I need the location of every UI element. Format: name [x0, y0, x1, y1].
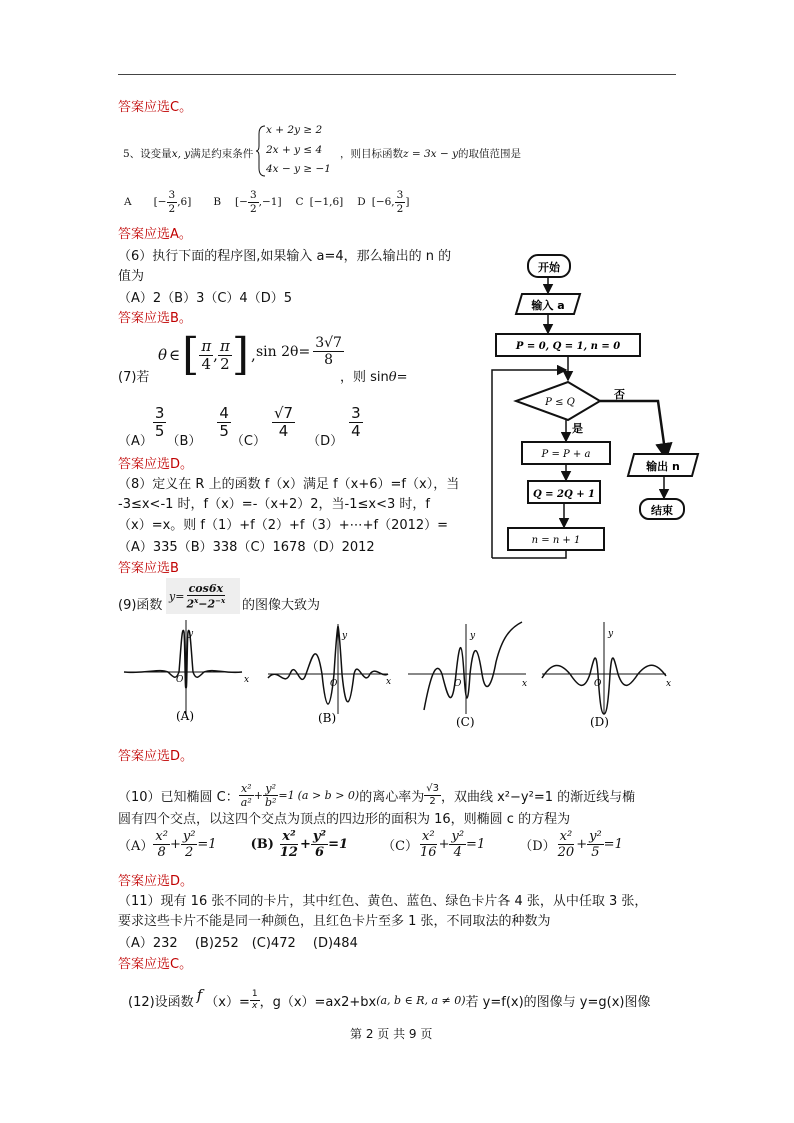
q5-constraint-1: x + 2y ≥ 2 — [266, 124, 323, 136]
q7-condition: θ ∈ [ $\frac{\pi}{4}$ , $\frac{\pi}{2}$ ] , — [158, 329, 256, 380]
q5-option-d-label: D — [357, 196, 366, 208]
q8-line-3: （x）=x。则 f（1）+f（2）+f（3）+⋯+f（2012）= — [118, 518, 449, 533]
q12-f-symbol: f — [196, 985, 203, 1004]
q9-suffix: 的图像大致为 — [242, 598, 321, 613]
q10-options: （A） $\frac{\text{x²}}{8}$ + $\frac{\text{y²}}{2}$ =1 (B) $\frac{\text{x²}}{12}$ + $\frac{\text{y²}}{6}$ =1 （C） $\frac{\text{x²}}{16}$ + $\frac{\text{y²}}{4}$ =1 （D） $\frac{\text{x²}}{20}$ + $\frac{\text{y²}}{5}$ =1 — [118, 829, 623, 860]
q11-options: （A）232 (B)252 (C)472 (D)484 — [118, 936, 358, 951]
q12-prefix: (12)设函数 — [128, 995, 194, 1010]
graph-d-label: (D) — [590, 715, 609, 729]
q12-condition: (a, b ∈ R, a ≠ 0) — [376, 994, 466, 1007]
answer-8: 答案应选B — [118, 561, 179, 576]
flow-step1-text: P = P + a — [541, 449, 591, 460]
graph-b-y-label: y — [342, 631, 348, 641]
q7-option-b-label: （B） — [166, 434, 202, 449]
q10-condition: (a > b > 0) — [297, 789, 360, 802]
q8-line-1: （8）定义在 R 上的函数 f（x）满足 f（x+6）=f（x），当 — [118, 477, 460, 492]
q5-constraint-2: 2x + y ≤ 4 — [266, 144, 323, 156]
q9-graphs — [118, 618, 678, 734]
q5-option-a-label: A — [124, 196, 132, 208]
answer-6: 答案应选B。 — [118, 311, 192, 326]
q5-constraint-3: 4x − y ≥ −1 — [266, 163, 331, 175]
answer-10: 答案应选D。 — [118, 874, 194, 889]
q7-option-a-label: （A） — [118, 434, 153, 449]
flow-step3-text: n = n + 1 — [531, 535, 581, 546]
q5-option-c-value: [−1,6] — [309, 196, 344, 208]
flow-yes-label: 是 — [572, 422, 583, 435]
header-rule — [118, 74, 676, 75]
graph-a-y-label: y — [188, 629, 194, 639]
q5-prefix: 5、设变量x, y满足约束条件 — [123, 148, 254, 160]
graph-a-label: (A) — [176, 709, 195, 723]
graph-c-x-label: x — [522, 679, 528, 689]
q7-tail: ，则 sinθ= — [340, 370, 408, 385]
page-footer: 第 2 页 共 9 页 — [350, 1027, 433, 1041]
graph-d-y-label: y — [608, 629, 614, 639]
q6-options: （A）2（B）3（C）4（D）5 — [118, 291, 292, 306]
q10-mid: 的离心率为 — [359, 790, 425, 805]
q10-line-1: （10）已知椭圆 C： $\frac{\text{x²}}{\text{a²}}$ + $\frac{\text{y²}}{\text{b²}}$ =1 (a > b > 0) 的离心率为 $\frac{√3}{2}$ ，双曲线 x²−y²=1 的渐近线与椭 — [118, 782, 636, 809]
q5-option-b-label: B — [213, 196, 222, 208]
q5-option-c-label: C — [295, 196, 304, 208]
graph-b-x-label: x — [386, 677, 392, 687]
q7-options: （A） $\frac{3}{5}$ （B） $\frac{4}{5}$ （C） $\frac{√7}{4}$ （D） $\frac{3}{4}$ — [118, 404, 361, 449]
q12-mid: （x）= — [205, 995, 250, 1010]
q6-line-1: （6）执行下面的程序图,如果输入 a=4，那么输出的 n 的 — [118, 249, 452, 264]
q9-prefix: (9)函数 — [118, 598, 163, 613]
q11-line-1: （11）现有 16 张不同的卡片，其中红色、黄色、蓝色、绿色卡片各 4 张，从中任取 3 张， — [118, 894, 648, 909]
q12-tail: 若 y=f(x)的图像与 y=g(x)图像 — [465, 995, 651, 1010]
graph-c — [408, 622, 526, 714]
q11-line-2: 要求这些卡片不能是同一种颜色，且红色卡片至多 1 张，不同取法的种数为 — [118, 914, 551, 929]
q10-option-b-label: (B) — [250, 837, 274, 852]
flow-input-text: 输入 a — [531, 299, 565, 312]
answer-5: 答案应选A。 — [118, 227, 192, 242]
answer-11: 答案应选C。 — [118, 957, 193, 972]
graph-a-origin: O — [176, 675, 184, 685]
q10-option-d-label: （D） — [519, 839, 556, 854]
q10-prefix: （10）已知椭圆 C： — [118, 790, 239, 805]
graph-c-origin: O — [454, 679, 462, 689]
graph-d-origin: O — [594, 679, 602, 689]
graph-a-x-label: x — [244, 675, 250, 685]
q5-options: A [− $\frac{3}{2}$ ,6] B [− $\frac{3}{2}$ ,−1] C [−1,6] D [−6, $\frac{3}{2}$ ] — [124, 189, 410, 215]
flow-output-text: 输出 n — [646, 460, 680, 473]
q9-function-formula: y= $\frac{\cos 6x}{2^x-2^{-x}}$ — [166, 578, 240, 614]
q10-option-a-label: （A） — [118, 839, 154, 854]
q6-line-2: 值为 — [118, 269, 145, 284]
q7-sin-condition: sin 2θ= $\frac{3√7}{8}$ — [256, 335, 342, 368]
graph-c-y-label: y — [470, 631, 476, 641]
flow-step2-text: Q = 2Q + 1 — [532, 489, 596, 500]
answer-4: 答案应选C。 — [118, 100, 193, 115]
q8-line-2: -3≤x<-1 时，f（x）=-（x+2）2，当-1≤x<3 时，f — [118, 497, 430, 512]
flow-end-text: 结束 — [651, 504, 673, 517]
q8-options: （A）335（B）338（C）1678（D）2012 — [118, 540, 375, 555]
q7-label: (7)若 — [118, 370, 150, 385]
flow-no-label: 否 — [614, 388, 625, 401]
graph-c-label: (C) — [456, 715, 475, 729]
answer-9: 答案应选D。 — [118, 749, 194, 764]
flow-start-text: 开始 — [538, 261, 560, 274]
graph-d-x-label: x — [666, 679, 672, 689]
q10-line-2: 圆有四个交点，以这四个交点为顶点的四边形的面积为 16，则椭圆 c 的方程为 — [118, 812, 571, 827]
flowchart — [488, 248, 716, 578]
flow-condition-text: P ≤ Q — [545, 397, 575, 408]
q7-option-c-label: （C） — [230, 434, 266, 449]
graph-d — [542, 622, 666, 714]
graph-b — [268, 624, 388, 714]
q10-tail: ，双曲线 x²−y²=1 的渐近线与椭 — [440, 790, 636, 805]
q7-sin-label: sin 2θ= — [256, 343, 311, 360]
answer-7: 答案应选D。 — [118, 457, 194, 472]
q12-g-definition: ，g（x）=ax2+bx — [259, 995, 377, 1010]
graph-b-label: (B) — [318, 711, 337, 725]
graph-b-origin: O — [330, 679, 338, 689]
flow-init-text: P = 0, Q = 1, n = 0 — [515, 341, 621, 352]
q12-line-1: (12)设函数 f （x）= $\frac{1}{x}$ ，g（x）=ax2+bx (a, b ∈ R, a ≠ 0) 若 y=f(x)的图像与 y=g(x)图像 — [128, 985, 651, 1011]
q5-target: ，则目标函数z = 3x − y的取值范围是 — [340, 148, 522, 160]
q7-option-d-label: （D） — [307, 434, 344, 449]
q10-option-c-label: （C） — [382, 839, 419, 854]
graph-a — [124, 620, 242, 714]
